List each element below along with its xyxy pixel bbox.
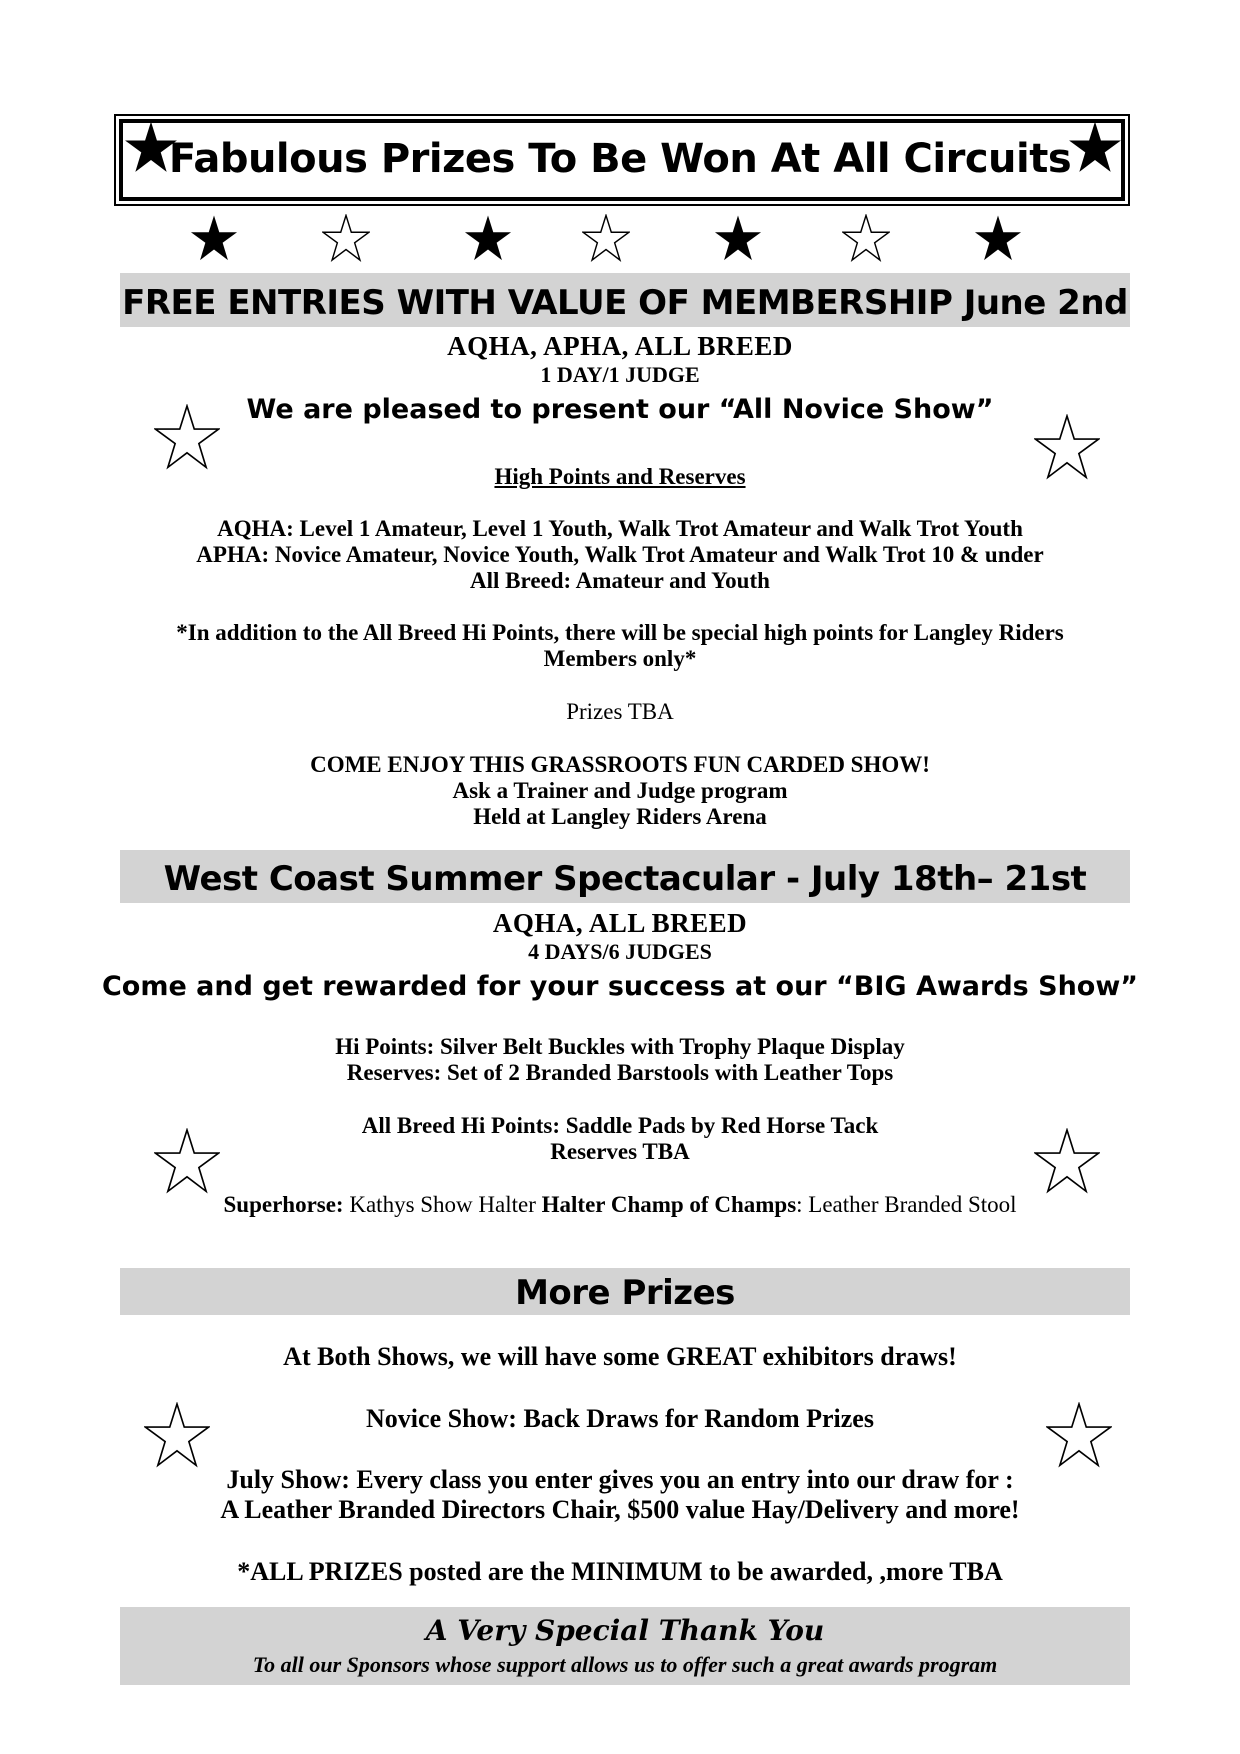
star-outline-icon [154,404,220,470]
more-line3: July Show: Every class you enter gives you an entry into our draw for : [226,1465,1014,1494]
page-title: Fabulous Prizes To Be Won At All Circuits [168,136,1072,182]
show1-tagline: We are pleased to present our “All Novice Show” [246,394,994,425]
more-line2: Novice Show: Back Draws for Random Prizes [366,1404,874,1433]
show1-trainer: Ask a Trainer and Judge program [452,778,788,803]
star-outline-icon [154,1128,220,1194]
show1-enjoy: COME ENJOY THIS GRASSROOTS FUN CARDED SHOW! [310,752,930,777]
star-filled-icon [714,214,762,262]
halter-value: : Leather Branded Stool [796,1192,1017,1217]
show1-judges: 1 DAY/1 JUDGE [540,362,700,387]
show1-special-line1: *In addition to the All Breed Hi Points, there will be special high points for Langley Riders [176,620,1064,645]
star-outline-icon [322,214,370,262]
star-outline-icon [1034,1128,1100,1194]
star-filled-icon [464,214,512,262]
show2-reserves: Reserves: Set of 2 Branded Barstools with Leather Tops [346,1060,894,1085]
show2-allbreed-hp: All Breed Hi Points: Saddle Pads by Red Horse Tack [361,1113,879,1138]
show2-judges: 4 DAYS/6 JUDGES [528,939,712,964]
show2-tagline: Come and get rewarded for your success at our “BIG Awards Show” [101,971,1139,1002]
more-line4: A Leather Branded Directors Chair, $500 value Hay/Delivery and more! [220,1495,1020,1524]
show1-hp-aqha: AQHA: Level 1 Amateur, Level 1 Youth, Walk Trot Amateur and Walk Trot Youth [217,516,1023,541]
more-line1: At Both Shows, we will have some GREAT exhibitors draws! [283,1342,957,1371]
section-title-show1: FREE ENTRIES WITH VALUE OF MEMBERSHIP June 2nd [122,283,1128,323]
show1-prizes: Prizes TBA [566,699,674,724]
show1-held: Held at Langley Riders Arena [473,804,767,829]
show2-superhorse-line [0,1192,1240,1218]
star-filled-icon [124,120,178,174]
star-outline-icon [842,214,890,262]
star-outline-icon [582,214,630,262]
superhorse-value: Kathys Show Halter [343,1192,542,1217]
show2-hi-points: Hi Points: Silver Belt Buckles with Trophy Plaque Display [335,1034,905,1059]
halter-label: Halter Champ of Champs [541,1192,797,1217]
more-line5: *ALL PRIZES posted are the MINIMUM to be awarded, ,more TBA [237,1557,1003,1586]
show1-hp-apha: APHA: Novice Amateur, Novice Youth, Walk Trot Amateur and Walk Trot 10 & under [196,542,1044,567]
show2-breeds: AQHA, ALL BREED [492,908,748,938]
show1-hp-allbreed: All Breed: Amateur and Youth [470,568,770,593]
star-filled-icon [1068,120,1122,174]
show2-allbreed-reserves: Reserves TBA [550,1139,690,1164]
star-filled-icon [190,214,238,262]
show1-hp-heading: High Points and Reserves [494,464,746,489]
show1-breeds: AQHA, APHA, ALL BREED [447,331,793,361]
show1-special-line2: Members only* [543,646,697,671]
section-title-show2: West Coast Summer Spectacular - July 18th– 21st [163,859,1087,899]
thanks-title: A Very Special Thank You [425,1614,825,1647]
section-title-more: More Prizes [515,1273,735,1313]
superhorse-label: Superhorse: [223,1192,344,1217]
star-filled-icon [974,214,1022,262]
thanks-subtitle: To all our Sponsors whose support allows us to offer such a great awards program [252,1652,998,1677]
